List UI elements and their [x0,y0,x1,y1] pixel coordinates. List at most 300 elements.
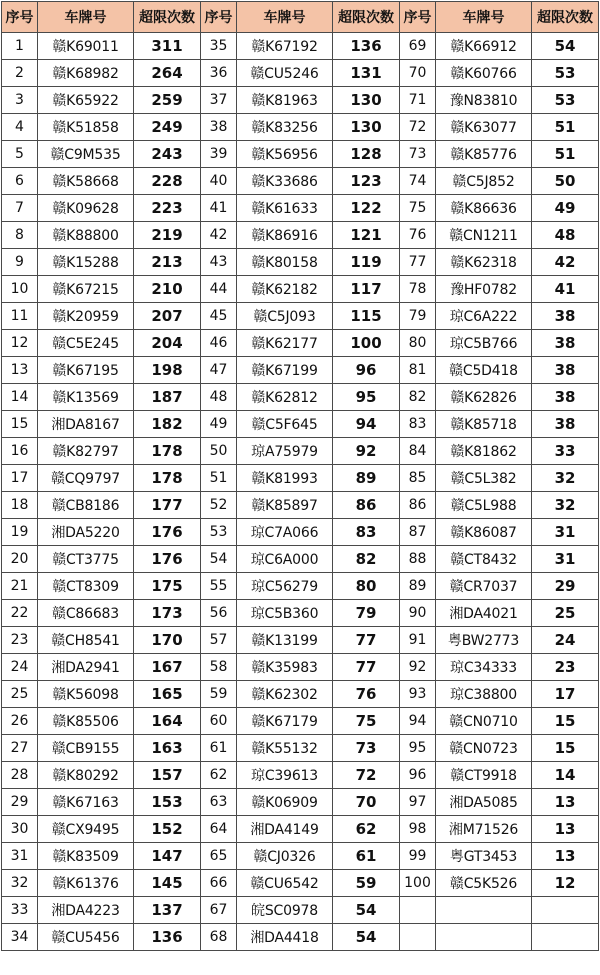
serial-cell: 27 [2,735,38,762]
header-plate: 车牌号 [38,2,134,33]
table-row [2,843,599,870]
count-cell: 31 [532,519,599,546]
plate-cell: 琼C38800 [436,681,532,708]
serial-cell: 67 [201,897,237,924]
serial-cell: 3 [2,87,38,114]
plate-cell: 赣CJ0326 [237,843,333,870]
serial-cell: 15 [2,411,38,438]
table-row [2,195,599,222]
serial-cell: 35 [201,33,237,60]
serial-cell: 65 [201,843,237,870]
plate-cell: 琼C34333 [436,654,532,681]
plate-cell: 赣CN1211 [436,222,532,249]
serial-cell: 62 [201,762,237,789]
serial-cell: 94 [400,708,436,735]
serial-cell: 89 [400,573,436,600]
plate-cell: 赣K33686 [237,168,333,195]
serial-cell: 76 [400,222,436,249]
count-cell: 12 [532,870,599,897]
serial-cell: 31 [2,843,38,870]
table-row [2,816,599,843]
count-cell: 24 [532,627,599,654]
count-cell: 178 [134,465,201,492]
plate-cell: 赣CT8309 [38,573,134,600]
plate-cell: 赣K81963 [237,87,333,114]
table-row [2,519,599,546]
serial-cell: 72 [400,114,436,141]
count-cell: 92 [333,438,400,465]
count-cell: 13 [532,843,599,870]
count-cell: 15 [532,735,599,762]
count-cell: 38 [532,303,599,330]
serial-cell: 16 [2,438,38,465]
plate-cell: 赣K35983 [237,654,333,681]
table-row [2,870,599,897]
serial-cell: 91 [400,627,436,654]
serial-cell: 25 [2,681,38,708]
plate-cell: 豫HF0782 [436,276,532,303]
count-cell: 38 [532,357,599,384]
serial-cell: 84 [400,438,436,465]
count-cell: 54 [333,897,400,924]
table-row [2,168,599,195]
count-cell: 15 [532,708,599,735]
serial-cell: 83 [400,411,436,438]
plate-cell: 赣C5D418 [436,357,532,384]
table-row [2,924,599,951]
serial-cell: 71 [400,87,436,114]
plate-cell: 赣K67163 [38,789,134,816]
serial-cell: 95 [400,735,436,762]
count-cell: 152 [134,816,201,843]
count-cell: 51 [532,141,599,168]
plate-cell: 赣K62177 [237,330,333,357]
serial-cell: 9 [2,249,38,276]
plate-cell: 琼A75979 [237,438,333,465]
serial-cell: 60 [201,708,237,735]
serial-cell: 45 [201,303,237,330]
count-cell: 175 [134,573,201,600]
count-cell: 123 [333,168,400,195]
plate-cell: 赣K85776 [436,141,532,168]
count-cell: 122 [333,195,400,222]
plate-cell: 赣K60766 [436,60,532,87]
serial-cell: 23 [2,627,38,654]
count-cell: 210 [134,276,201,303]
table-row [2,627,599,654]
count-cell: 54 [532,33,599,60]
serial-cell: 5 [2,141,38,168]
count-cell: 31 [532,546,599,573]
count-cell: 136 [134,924,201,951]
plate-cell: 赣C5E245 [38,330,134,357]
serial-cell [400,897,436,924]
count-cell: 243 [134,141,201,168]
plate-cell: 赣K66912 [436,33,532,60]
plate-cell: 赣CU5246 [237,60,333,87]
table-row [2,276,599,303]
serial-cell: 64 [201,816,237,843]
count-cell: 61 [333,843,400,870]
serial-cell: 37 [201,87,237,114]
count-cell: 73 [333,735,400,762]
plate-cell: 赣C5K526 [436,870,532,897]
plate-cell: 赣K85897 [237,492,333,519]
plate-cell: 赣CB8186 [38,492,134,519]
plate-cell: 赣K56098 [38,681,134,708]
count-cell: 76 [333,681,400,708]
serial-cell: 87 [400,519,436,546]
count-cell: 145 [134,870,201,897]
plate-cell: 赣K88800 [38,222,134,249]
plate-cell: 赣K55132 [237,735,333,762]
serial-cell: 49 [201,411,237,438]
plate-cell: 赣C5F645 [237,411,333,438]
count-cell: 83 [333,519,400,546]
serial-cell: 14 [2,384,38,411]
table-row [2,681,599,708]
serial-cell: 10 [2,276,38,303]
table-row [2,384,599,411]
plate-cell: 赣K86916 [237,222,333,249]
count-cell: 223 [134,195,201,222]
count-cell: 41 [532,276,599,303]
plate-cell: 赣CN0723 [436,735,532,762]
count-cell: 153 [134,789,201,816]
serial-cell: 98 [400,816,436,843]
count-cell: 72 [333,762,400,789]
serial-cell: 4 [2,114,38,141]
serial-cell: 92 [400,654,436,681]
plate-cell: 赣K86087 [436,519,532,546]
serial-cell: 79 [400,303,436,330]
count-cell: 62 [333,816,400,843]
serial-cell: 54 [201,546,237,573]
serial-cell: 66 [201,870,237,897]
serial-cell: 18 [2,492,38,519]
plate-cell: 赣K67195 [38,357,134,384]
count-cell: 130 [333,87,400,114]
serial-cell: 8 [2,222,38,249]
table-row [2,114,599,141]
count-cell: 89 [333,465,400,492]
count-cell: 198 [134,357,201,384]
plate-cell: 湘M71526 [436,816,532,843]
serial-cell: 21 [2,573,38,600]
header-serial: 序号 [400,2,436,33]
serial-cell: 93 [400,681,436,708]
count-cell: 165 [134,681,201,708]
serial-cell: 55 [201,573,237,600]
plate-cell: 赣CU5456 [38,924,134,951]
table-row [2,789,599,816]
overlimit-vehicle-table [1,1,599,951]
count-cell: 264 [134,60,201,87]
table-row [2,438,599,465]
serial-cell: 50 [201,438,237,465]
count-cell: 228 [134,168,201,195]
serial-cell: 48 [201,384,237,411]
count-cell: 23 [532,654,599,681]
count-cell: 136 [333,33,400,60]
header-count: 超限次数 [333,2,400,33]
count-cell: 121 [333,222,400,249]
plate-cell: 赣C5L988 [436,492,532,519]
serial-cell: 75 [400,195,436,222]
plate-cell: 赣K15288 [38,249,134,276]
serial-cell: 52 [201,492,237,519]
count-cell: 119 [333,249,400,276]
count-cell: 32 [532,465,599,492]
plate-cell: 皖SC0978 [237,897,333,924]
count-cell: 13 [532,816,599,843]
table-row [2,249,599,276]
serial-cell: 46 [201,330,237,357]
table-row [2,222,599,249]
plate-cell: 湘DA4418 [237,924,333,951]
serial-cell: 74 [400,168,436,195]
plate-cell: 赣CT3775 [38,546,134,573]
plate-cell: 赣K68982 [38,60,134,87]
plate-cell: 赣K67192 [237,33,333,60]
count-cell: 77 [333,627,400,654]
count-cell: 17 [532,681,599,708]
plate-cell: 赣CT9918 [436,762,532,789]
serial-cell: 29 [2,789,38,816]
serial-cell: 1 [2,33,38,60]
count-cell: 131 [333,60,400,87]
plate-cell: 赣K82797 [38,438,134,465]
plate-cell: 湘DA8167 [38,411,134,438]
serial-cell: 32 [2,870,38,897]
serial-cell: 11 [2,303,38,330]
plate-cell: 琼C5B766 [436,330,532,357]
table-row [2,330,599,357]
plate-cell: 赣C5J852 [436,168,532,195]
plate-cell: 赣K62182 [237,276,333,303]
count-cell: 70 [333,789,400,816]
count-cell [532,924,599,951]
plate-cell: 赣K62302 [237,681,333,708]
table-row [2,465,599,492]
plate-cell: 琼C6A000 [237,546,333,573]
plate-cell: 赣C86683 [38,600,134,627]
count-cell: 176 [134,519,201,546]
serial-cell: 30 [2,816,38,843]
plate-cell: 赣K86636 [436,195,532,222]
count-cell: 53 [532,87,599,114]
header-serial: 序号 [2,2,38,33]
count-cell: 53 [532,60,599,87]
plate-cell: 赣K62318 [436,249,532,276]
count-cell: 170 [134,627,201,654]
table-row [2,357,599,384]
header-count: 超限次数 [532,2,599,33]
serial-cell [400,924,436,951]
header-plate: 车牌号 [237,2,333,33]
table-row [2,735,599,762]
plate-cell: 琼C6A222 [436,303,532,330]
plate-cell: 湘DA4021 [436,600,532,627]
serial-cell: 100 [400,870,436,897]
plate-cell: 赣K13569 [38,384,134,411]
table-row [2,303,599,330]
plate-cell: 赣CH8541 [38,627,134,654]
table-row [2,492,599,519]
plate-cell: 湘DA5220 [38,519,134,546]
serial-cell: 70 [400,60,436,87]
plate-cell [436,924,532,951]
count-cell: 187 [134,384,201,411]
serial-cell: 40 [201,168,237,195]
serial-cell: 59 [201,681,237,708]
plate-cell: 赣CT8432 [436,546,532,573]
count-cell: 117 [333,276,400,303]
table-row [2,33,599,60]
plate-cell: 湘DA5085 [436,789,532,816]
count-cell: 173 [134,600,201,627]
header-plate: 车牌号 [436,2,532,33]
plate-cell: 赣K85506 [38,708,134,735]
plate-cell: 湘DA4223 [38,897,134,924]
plate-cell: 赣K65922 [38,87,134,114]
serial-cell: 42 [201,222,237,249]
count-cell: 51 [532,114,599,141]
plate-cell: 琼C7A066 [237,519,333,546]
count-cell: 204 [134,330,201,357]
plate-cell: 赣K80292 [38,762,134,789]
serial-cell: 44 [201,276,237,303]
count-cell: 86 [333,492,400,519]
table-row [2,573,599,600]
plate-cell: 赣CQ9797 [38,465,134,492]
count-cell: 49 [532,195,599,222]
plate-cell: 赣CX9495 [38,816,134,843]
count-cell: 82 [333,546,400,573]
count-cell: 130 [333,114,400,141]
count-cell: 128 [333,141,400,168]
plate-cell: 赣C5J093 [237,303,333,330]
count-cell: 167 [134,654,201,681]
plate-cell: 赣K85718 [436,411,532,438]
count-cell: 249 [134,114,201,141]
count-cell: 164 [134,708,201,735]
header-serial: 序号 [201,2,237,33]
plate-cell: 赣C5L382 [436,465,532,492]
count-cell: 75 [333,708,400,735]
serial-cell: 2 [2,60,38,87]
plate-cell: 赣K58668 [38,168,134,195]
count-cell: 207 [134,303,201,330]
count-cell: 100 [333,330,400,357]
serial-cell: 19 [2,519,38,546]
plate-cell: 赣K67179 [237,708,333,735]
serial-cell: 56 [201,600,237,627]
serial-cell: 39 [201,141,237,168]
plate-cell: 赣K81862 [436,438,532,465]
count-cell: 80 [333,573,400,600]
table-row [2,600,599,627]
serial-cell: 6 [2,168,38,195]
count-cell: 147 [134,843,201,870]
count-cell: 177 [134,492,201,519]
plate-cell: 赣CB9155 [38,735,134,762]
plate-cell: 赣K63077 [436,114,532,141]
plate-cell: 赣K83256 [237,114,333,141]
serial-cell: 61 [201,735,237,762]
serial-cell: 88 [400,546,436,573]
count-cell: 13 [532,789,599,816]
serial-cell: 33 [2,897,38,924]
serial-cell: 97 [400,789,436,816]
serial-cell: 86 [400,492,436,519]
serial-cell: 47 [201,357,237,384]
count-cell: 79 [333,600,400,627]
count-cell: 29 [532,573,599,600]
count-cell: 25 [532,600,599,627]
plate-cell: 赣K61633 [237,195,333,222]
plate-cell: 琼C39613 [237,762,333,789]
count-cell: 213 [134,249,201,276]
plate-cell: 赣K69011 [38,33,134,60]
serial-cell: 51 [201,465,237,492]
count-cell: 311 [134,33,201,60]
serial-cell: 68 [201,924,237,951]
count-cell: 14 [532,762,599,789]
serial-cell: 80 [400,330,436,357]
serial-cell: 99 [400,843,436,870]
count-cell: 176 [134,546,201,573]
serial-cell: 28 [2,762,38,789]
serial-cell: 63 [201,789,237,816]
serial-cell: 34 [2,924,38,951]
serial-cell: 73 [400,141,436,168]
serial-cell: 26 [2,708,38,735]
plate-cell: 赣K51858 [38,114,134,141]
serial-cell: 13 [2,357,38,384]
plate-cell: 赣K09628 [38,195,134,222]
count-cell: 38 [532,411,599,438]
count-cell: 50 [532,168,599,195]
count-cell: 59 [333,870,400,897]
plate-cell: 赣K06909 [237,789,333,816]
serial-cell: 57 [201,627,237,654]
plate-cell: 粤BW2773 [436,627,532,654]
table-row [2,897,599,924]
plate-cell: 赣K20959 [38,303,134,330]
header-count: 超限次数 [134,2,201,33]
serial-cell: 41 [201,195,237,222]
count-cell: 42 [532,249,599,276]
serial-cell: 17 [2,465,38,492]
plate-cell: 赣K62812 [237,384,333,411]
serial-cell: 58 [201,654,237,681]
plate-cell: 赣K67215 [38,276,134,303]
serial-cell: 69 [400,33,436,60]
serial-cell: 7 [2,195,38,222]
serial-cell: 20 [2,546,38,573]
count-cell: 96 [333,357,400,384]
table-row [2,546,599,573]
serial-cell: 77 [400,249,436,276]
count-cell: 54 [333,924,400,951]
count-cell: 157 [134,762,201,789]
plate-cell: 赣K61376 [38,870,134,897]
count-cell: 219 [134,222,201,249]
plate-cell: 赣K13199 [237,627,333,654]
serial-cell: 12 [2,330,38,357]
table-row [2,708,599,735]
